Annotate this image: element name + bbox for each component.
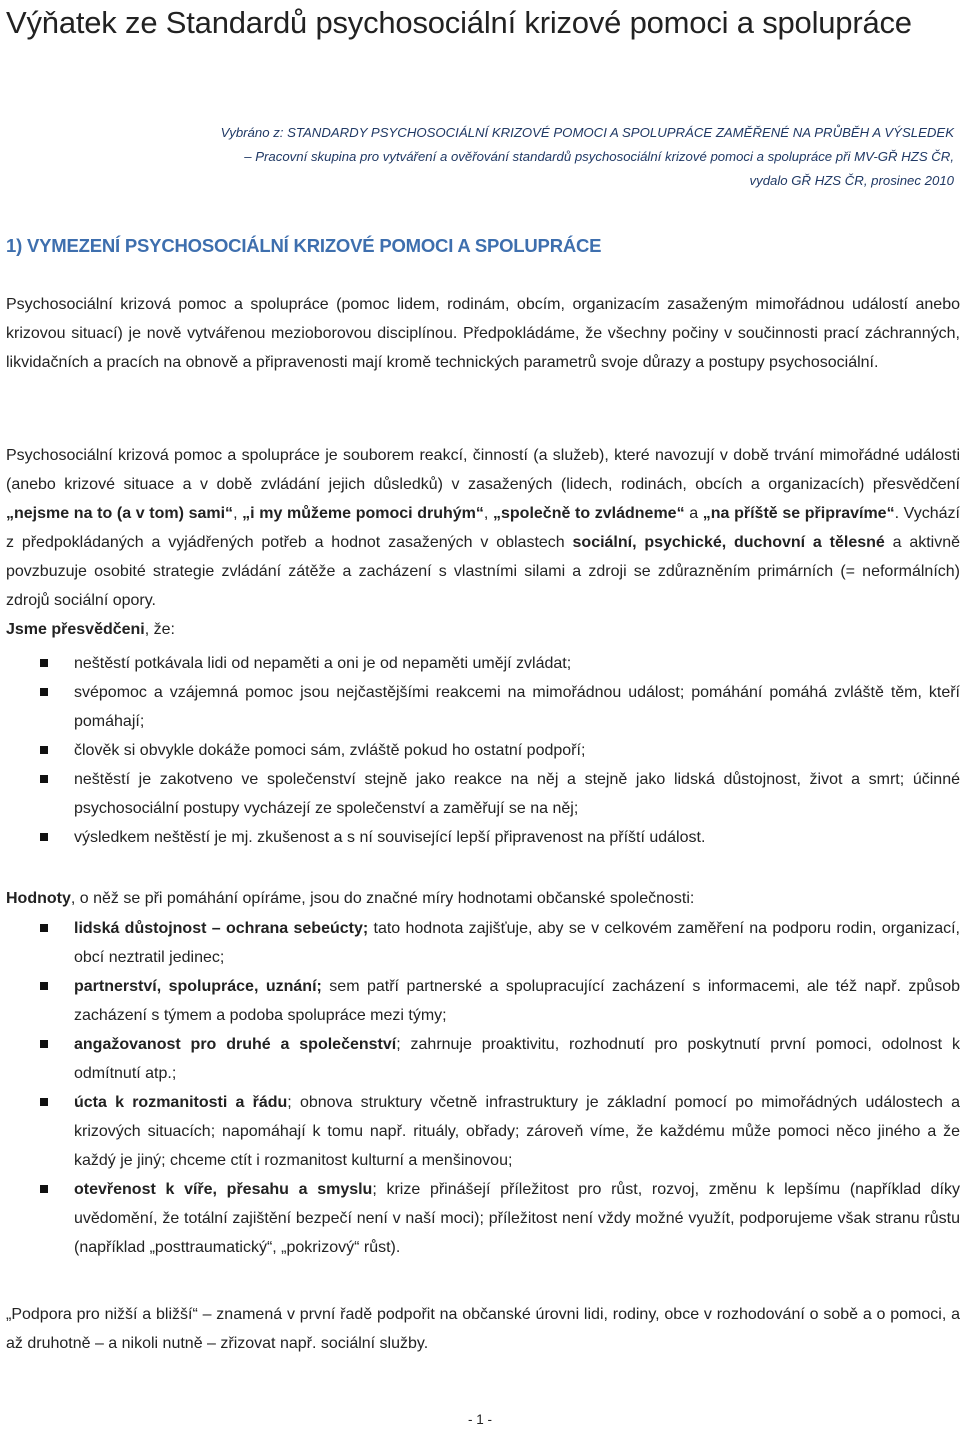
slogan-not-alone: „nejsme na to (a v tom) sami“ (6, 505, 234, 522)
values-lead-bold: Hodnoty (6, 890, 71, 907)
value-description: ; krize přinášejí příležitost pro růst, rozvoj, změnu k lepšímu (například díky uvědomění, že totální zajištění bezpečí není v naší moci); příležitost není vždy možné využít, podporujeme však stranu růstu (například „posttraumatický“, „pokrizový“ růst). (74, 1181, 960, 1256)
value-name: angažovanost pro druhé a společenství (74, 1036, 397, 1053)
definition-paragraph (6, 441, 960, 644)
list-item (6, 972, 960, 1030)
list-item-text: svépomoc a vzájemná pomoc jsou nejčastějšími reakcemi na mimořádnou událost; pomáhání pomáhá zvláště těm, kteří pomáhají; (74, 684, 960, 730)
slogan-together: „společně to zvládneme“ (493, 505, 685, 522)
bullet-icon (40, 982, 48, 990)
separator: , (233, 505, 243, 522)
bullet-icon (40, 659, 48, 667)
beliefs-lead-rest: , že: (144, 621, 175, 638)
source-line-3: vydalo GŘ HZS ČR, prosinec 2010 (749, 173, 954, 188)
list-item (6, 649, 960, 678)
list-item (6, 1175, 960, 1262)
list-item (6, 765, 960, 823)
definition-text: . Vychází z předpokládaných a vyjádřených potřeb a hodnot zasažených v oblastech (6, 505, 960, 551)
list-item-text: výsledkem neštěstí je mj. zkušenost a s ní související lepší připravenost na příští událost. (74, 829, 706, 846)
value-description: ; zahrnuje proaktivitu, rozhodnutí pro poskytnutí první pomoci, odolnost k odmítnutí atp.; (74, 1036, 960, 1082)
value-description: sem patří partnerské a spolupracující zacházení s informacemi, ale též např. způsob zacházení s týmem a podoba spolupráce mezi týmy; (74, 978, 960, 1024)
bullet-icon (40, 1098, 48, 1106)
list-item-text: neštěstí potkávala lidi od nepaměti a oni je od nepaměti umějí zvládat; (74, 655, 572, 672)
value-description: ; obnova struktury včetně infrastruktury je základní pomocí po mimořádných událostech a krizových situacích; napomáhají k tomu např. rituály, obřady; zároveň víme, že každému může pomoci něco jiného a že každý je jiný; chceme ctít i rozmanitost kulturní a menšinovou; (74, 1094, 960, 1169)
beliefs-list (6, 649, 960, 852)
values-lead-text: , o něž se při pomáhání opíráme, jsou do značné míry hodnotami občanské společnosti: (70, 890, 695, 907)
bullet-icon (40, 833, 48, 841)
list-item (6, 678, 960, 736)
closing-paragraph: „Podpora pro nižší a bližší“ – znamená v první řadě podpořit na občanské úrovni lidi, rodiny, obce v rozhodování o sobě a o pomoci, a až druhotně – a nikoli nutně – zřizovat např. sociální služby. (6, 1306, 960, 1352)
slogan-help-others: „i my můžeme pomoci druhým“ (242, 505, 484, 522)
value-name: otevřenost k víře, přesahu a smyslu (74, 1181, 373, 1198)
list-item (6, 736, 960, 765)
list-item (6, 914, 960, 972)
value-name: partnerství, spolupráce, uznání; (74, 978, 322, 995)
bullet-icon (40, 746, 48, 754)
separator: , (483, 505, 493, 522)
section-heading: 1) VYMEZENÍ PSYCHOSOCIÁLNÍ KRIZOVÉ POMOCI A SPOLUPRÁCE (6, 235, 602, 256)
definition-text: a aktivně povzbuzuje osobité strategie zvládání zátěže a zacházení s vlastními silami a zdroji se zdůrazněním primárních (= neformálních) zdrojů sociální opory. (6, 534, 960, 609)
values-lead (6, 884, 960, 913)
bullet-icon (40, 775, 48, 783)
page-number: - 1 - (467, 1412, 492, 1427)
list-item (6, 1030, 960, 1088)
beliefs-lead: Jsme přesvědčeni (6, 621, 145, 638)
value-name: lidská důstojnost – ochrana sebeúcty; (74, 920, 369, 937)
list-item (6, 823, 960, 852)
bullet-icon (40, 1040, 48, 1048)
source-line-1: Vybráno z: STANDARDY PSYCHOSOCIÁLNÍ KRIZOVÉ POMOCI A SPOLUPRÁCE ZAMĚŘENÉ NA PRŮBĚH A VÝSLEDEK (220, 125, 954, 140)
source-citation (54, 121, 954, 193)
list-item-text: člověk si obvykle dokáže pomoci sám, zvláště pokud ho ostatní podpoří; (74, 742, 586, 759)
document-title: Výňatek ze Standardů psychosociální krizové pomoci a spolupráce (6, 5, 912, 40)
intro-paragraph: Psychosociální krizová pomoc a spolupráce (pomoc lidem, rodinám, obcím, organizacím zasaženým mimořádnou událostí anebo krizovou situací) je nově vytvářenou mezioborovou disciplínou. Předpokládáme, že všechny počiny v součinnosti prací záchranných, likvidačních a pracích na obnově a připravenosti mají kromě technických parametrů svoje důrazy a postupy psychosociální. (6, 296, 960, 371)
list-item-text: neštěstí je zakotveno ve společenství stejně jako reakce na něj a stejně jako lidská důstojnost, život a smrt; účinné psychosociální postupy vycházejí ze společenství a zaměřují se na něj; (74, 771, 960, 817)
values-list (6, 914, 960, 1262)
source-line-2: – Pracovní skupina pro vytváření a ověřování standardů psychosociální krizové pomoci a spolupráce při MV-GŘ HZS ČR, (244, 149, 954, 164)
bullet-icon (40, 924, 48, 932)
value-name: úcta k rozmanitosti a řádu (74, 1094, 288, 1111)
slogan-prepare: „na příště se připravíme“ (702, 505, 895, 522)
bullet-icon (40, 688, 48, 696)
bullet-icon (40, 1185, 48, 1193)
list-item (6, 1088, 960, 1175)
definition-text: Psychosociální krizová pomoc a spolupráce je souborem reakcí, činností (a služeb), které navozují v době trvání mimořádné události (anebo krizové situace a v době zvládání jejich důsledků) v zasažených (lidech, rodinách, obcích a organizacích) přesvědčení (6, 447, 960, 493)
separator: a (684, 505, 703, 522)
needs-areas: sociální, psychické, duchovní a tělesné (572, 534, 885, 551)
value-description: tato hodnota zajišťuje, aby se v celkovém zaměření na podporu rodin, organizací, obcí neztratil jedinec; (74, 920, 960, 966)
